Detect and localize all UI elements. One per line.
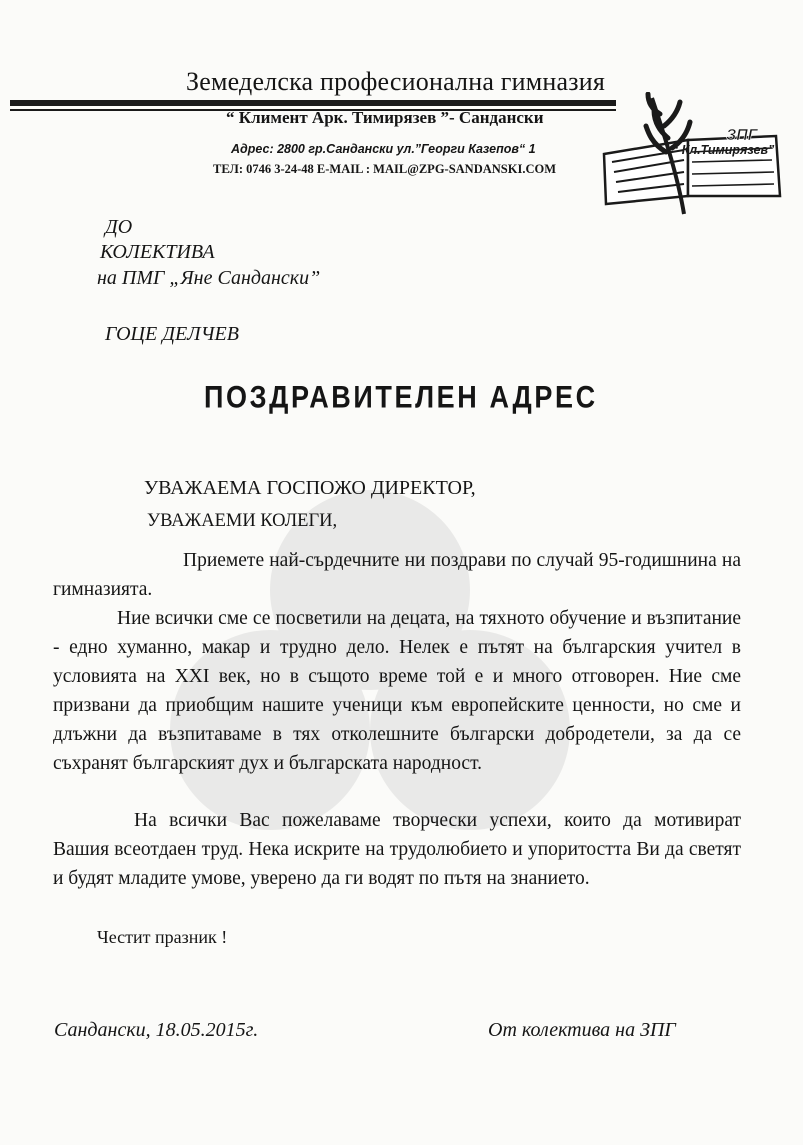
- greeting-colleagues: УВАЖАЕМИ КОЛЕГИ,: [147, 511, 338, 531]
- recipient-line-2: КОЛЕКТИВА: [100, 241, 215, 263]
- school-contacts: ТЕЛ: 0746 3-24-48 E-MAIL : MAIL@ZPG-SANDANSKI.COM: [213, 162, 556, 176]
- school-address: Адрес: 2800 гр.Сандански ул.”Георги Казепов“ 1: [231, 142, 536, 156]
- letterhead-rule-thick: [10, 100, 616, 106]
- school-name: Земеделска професионална гимназия: [186, 67, 606, 96]
- school-subname: “ Климент Арк. Тимирязев ”- Сандански: [226, 108, 544, 127]
- recipient-line-3: на ПМГ „Яне Сандански”: [97, 267, 321, 289]
- body-paragraph-1: Приемете най-сърдечните ни поздрави по случай 95-годишнина на гимназията.: [53, 550, 741, 600]
- school-logo: [596, 92, 786, 216]
- recipient-line-4: ГОЦЕ ДЕЛЧЕВ: [105, 323, 239, 345]
- body-paragraph-2: Ние всички сме се посветили на децата, на тяхното обучение и възпитание - едно хуманно, макар и трудно дело. Нелек е пътят на българския учител в условията на XXI век, но в същото време той е и много отговорен. Ние сме призвани да приобщим нашите ученици към европейските ценности, но сме и длъжни да възпитаваме в тях отколешните български добродетели, за да се съхранят българският дух и българската народност.: [53, 608, 741, 774]
- place-date: Сандански, 18.05.2015г.: [54, 1019, 259, 1041]
- signature: От колектива на ЗПГ: [488, 1019, 676, 1041]
- logo-text-zpg: ЗПГ: [726, 127, 758, 144]
- greeting-director: УВАЖАЕМА ГОСПОЖО ДИРЕКТОР,: [144, 477, 476, 499]
- closing-line: Честит празник !: [97, 927, 228, 947]
- body-paragraph-3: На всички Вас пожелаваме творчески успехи, които да мотивират Вашия всеотдаен труд. Нека искрите на трудолюбието и упоритостта Ви да светят и будят младите умове, уверено да ги водят по пътя на знанието.: [53, 810, 741, 889]
- document-title: ПОЗДРАВИТЕЛЕН АДРЕС: [204, 380, 598, 415]
- recipient-line-1: ДО: [105, 216, 133, 238]
- logo-text-name: “ Кл.Тимирязев”: [672, 143, 775, 157]
